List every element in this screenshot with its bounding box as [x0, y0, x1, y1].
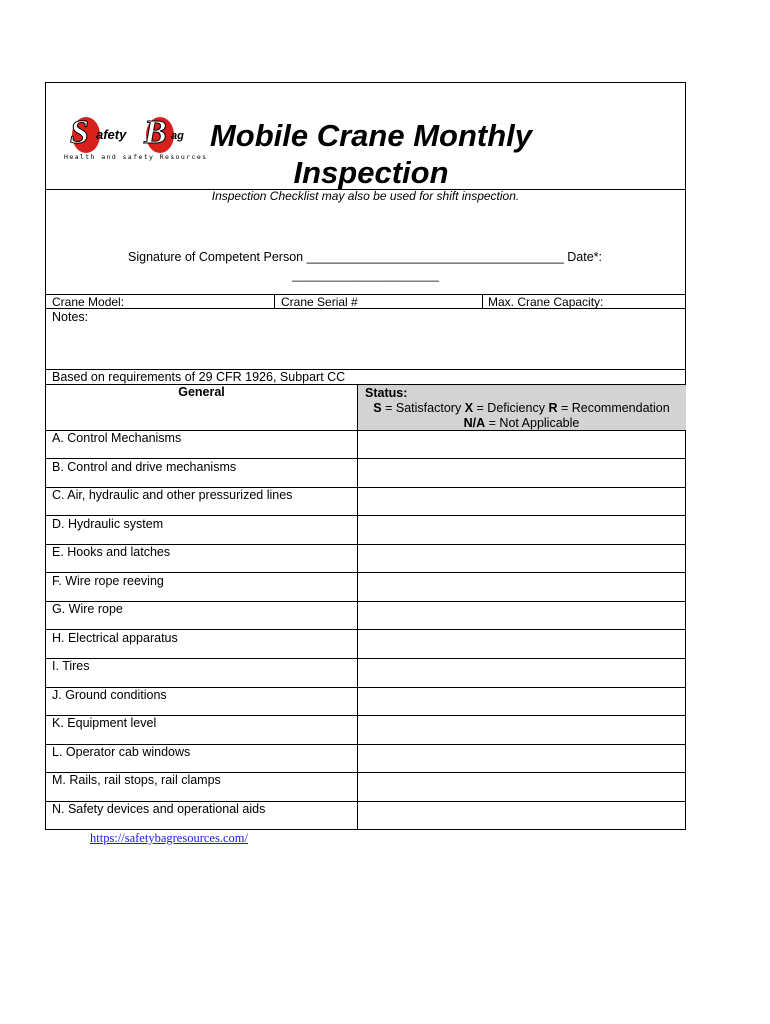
list-item: G. Wire rope	[52, 602, 123, 616]
legend-s-text: = Satisfactory	[385, 401, 462, 415]
crane-serial-label: Crane Serial #	[281, 295, 358, 309]
inspection-form	[45, 82, 686, 830]
list-item: K. Equipment level	[52, 716, 157, 730]
list-item: N. Safety devices and operational aids	[52, 802, 266, 816]
crane-model-label: Crane Model:	[52, 295, 125, 309]
legend-na: N/A	[463, 416, 486, 430]
subtitle: Inspection Checklist may also be used for shift inspection.	[211, 189, 520, 203]
requirements-note: Based on requirements of 29 CFR 1926, Subpart CC	[52, 370, 346, 384]
list-item: H. Electrical apparatus	[52, 631, 178, 645]
page-title: Mobile Crane Monthly Inspection	[209, 118, 533, 190]
list-item: A. Control Mechanisms	[52, 431, 182, 445]
legend-x-text: = Deficiency	[476, 401, 545, 415]
legend-r-text: = Recommendation	[560, 401, 670, 415]
list-item: B. Control and drive mechanisms	[52, 460, 237, 474]
svg-text:afety: afety	[96, 127, 127, 142]
list-item: C. Air, hydraulic and other pressurized lines	[52, 488, 293, 502]
legend-na-text: = Not Applicable	[488, 416, 580, 430]
date-line[interactable]: ______________________	[292, 268, 439, 282]
list-item: M. Rails, rail stops, rail clamps	[52, 773, 221, 787]
list-item: D. Hydraulic system	[52, 517, 164, 531]
signature-line[interactable]: Signature of Competent Person _____________________________________ Date*:	[128, 250, 603, 264]
max-capacity-label: Max. Crane Capacity:	[488, 295, 604, 309]
svg-text:ag: ag	[171, 130, 184, 142]
list-item: F. Wire rope reeving	[52, 574, 164, 588]
general-column-header: General	[178, 385, 225, 399]
status-legend	[357, 386, 686, 431]
status-heading: Status:	[365, 386, 408, 400]
list-item: L. Operator cab windows	[52, 745, 191, 759]
svg-text:B: B	[144, 114, 167, 151]
list-item: J. Ground conditions	[52, 688, 167, 702]
notes-label: Notes:	[52, 310, 89, 324]
svg-text:Health and safety Resources: Health and safety Resources	[64, 153, 208, 161]
list-item: E. Hooks and latches	[52, 545, 171, 559]
list-item: I. Tires	[52, 659, 90, 673]
website-link[interactable]: https://safetybagresources.com/	[90, 831, 248, 845]
legend-x: X	[464, 401, 474, 415]
legend-r: R	[548, 401, 558, 415]
svg-text:S: S	[70, 114, 89, 151]
legend-s: S	[373, 401, 382, 415]
safety-bag-logo	[56, 113, 208, 169]
